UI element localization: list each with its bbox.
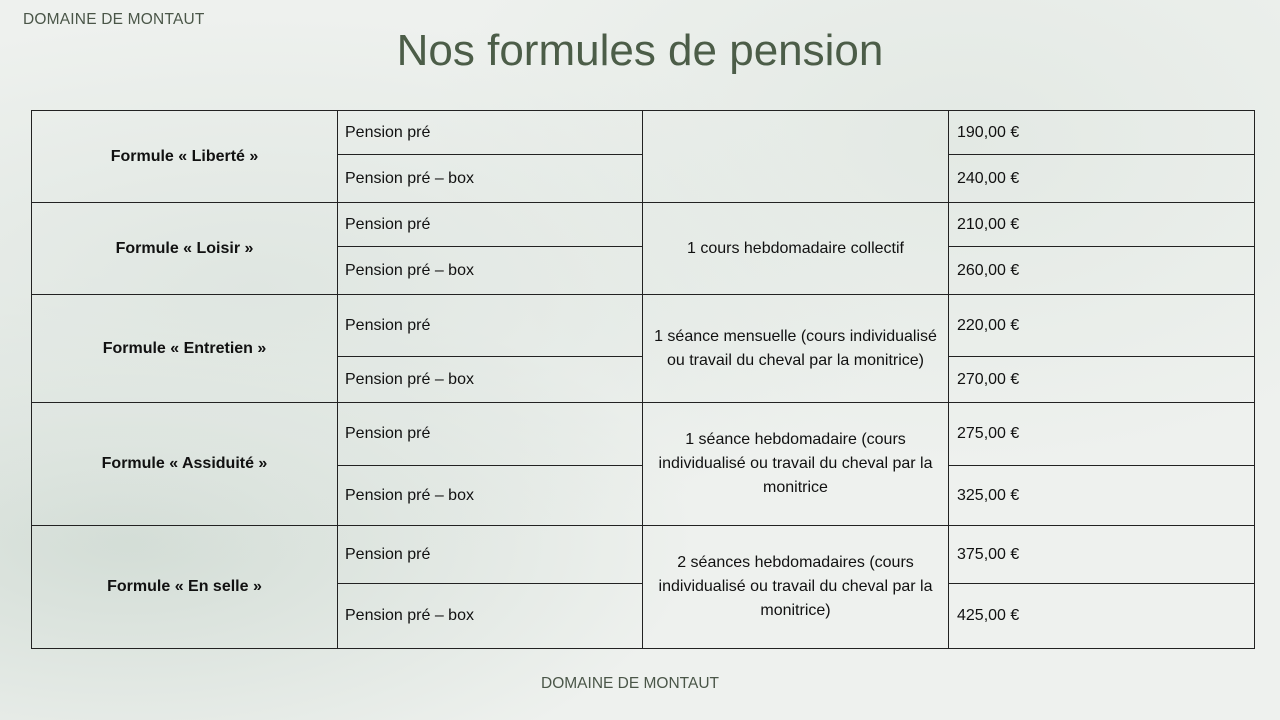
price: 190,00 € (949, 111, 1255, 155)
table-row (32, 403, 1255, 466)
price: 375,00 € (949, 526, 1255, 584)
formule-name: Formule « Liberté » (32, 111, 338, 203)
brand-footer: DOMAINE DE MONTAUT (541, 675, 719, 692)
formule-description (643, 111, 949, 203)
pension-type: Pension pré (338, 526, 643, 584)
brand-header: DOMAINE DE MONTAUT (23, 11, 205, 28)
formule-name: Formule « Loisir » (32, 203, 338, 295)
formule-description: 1 séance mensuelle (cours individualisé ou travail du cheval par la monitrice) (643, 295, 949, 403)
price: 275,00 € (949, 403, 1255, 466)
pension-type: Pension pré – box (338, 466, 643, 526)
page-title: Nos formules de pension (396, 26, 884, 75)
formule-name: Formule « Assiduité » (32, 403, 338, 526)
pension-type: Pension pré (338, 295, 643, 357)
table-row (32, 526, 1255, 584)
formule-name: Formule « Entretien » (32, 295, 338, 403)
table-row (32, 111, 1255, 155)
pension-type: Pension pré – box (338, 357, 643, 403)
formule-description: 1 cours hebdomadaire collectif (643, 203, 949, 295)
formule-description: 2 séances hebdomadaires (cours individualisé ou travail du cheval par la monitrice) (643, 526, 949, 649)
formule-description: 1 séance hebdomadaire (cours individualisé ou travail du cheval par la monitrice (643, 403, 949, 526)
formule-name: Formule « En selle » (32, 526, 338, 649)
price: 240,00 € (949, 155, 1255, 203)
pension-type: Pension pré – box (338, 584, 643, 649)
pension-type: Pension pré – box (338, 155, 643, 203)
table-row (32, 203, 1255, 247)
price: 220,00 € (949, 295, 1255, 357)
price: 260,00 € (949, 247, 1255, 295)
pension-type: Pension pré (338, 203, 643, 247)
price: 425,00 € (949, 584, 1255, 649)
pension-type: Pension pré (338, 403, 643, 466)
pension-type: Pension pré – box (338, 247, 643, 295)
price: 210,00 € (949, 203, 1255, 247)
table-row (32, 295, 1255, 357)
price: 325,00 € (949, 466, 1255, 526)
price: 270,00 € (949, 357, 1255, 403)
pension-table (31, 110, 1255, 649)
pension-type: Pension pré (338, 111, 643, 155)
